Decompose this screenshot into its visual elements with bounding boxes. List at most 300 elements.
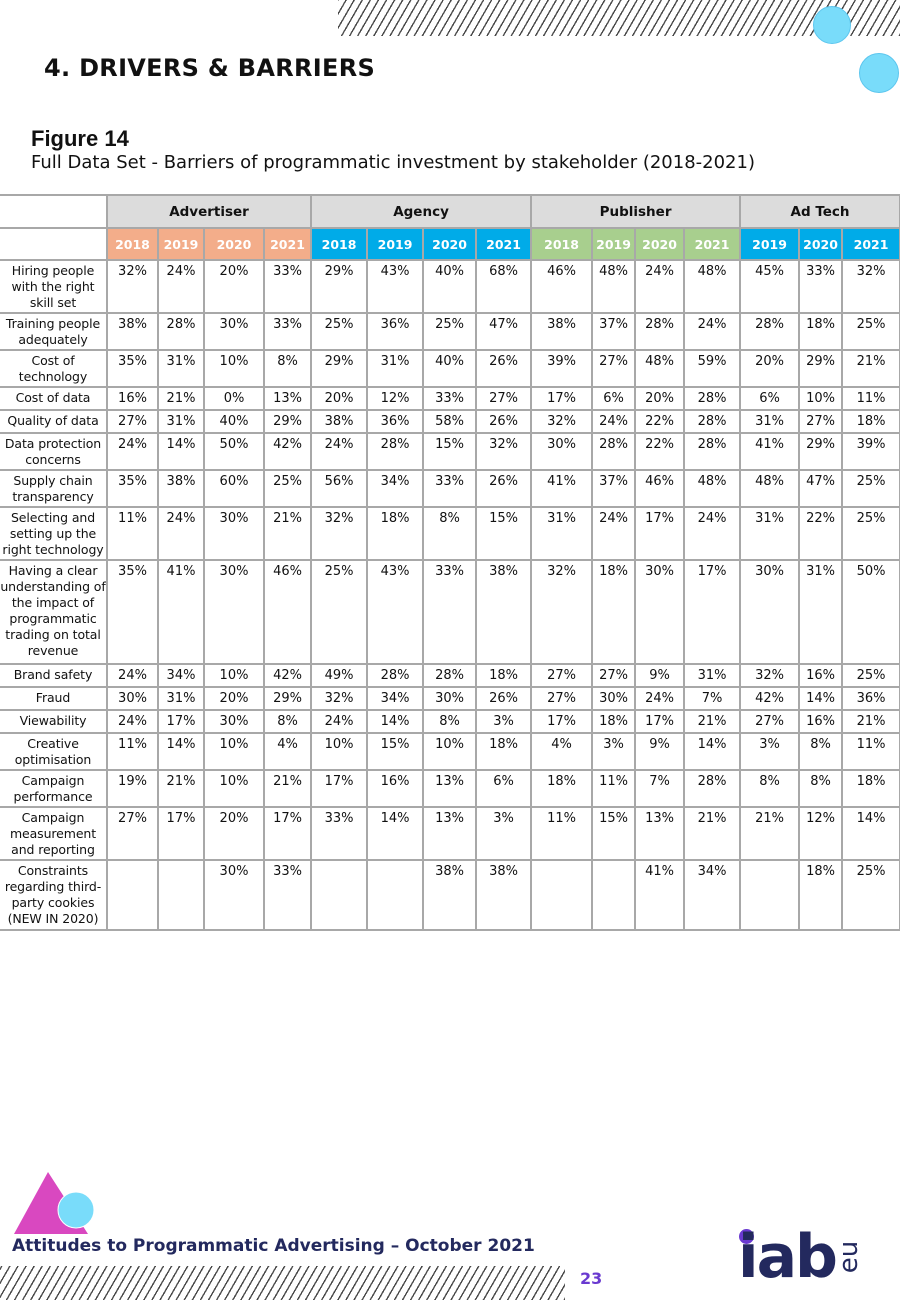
- value-cell: 36%: [367, 313, 423, 350]
- value-cell: 32%: [531, 410, 592, 433]
- value-cell: 28%: [367, 433, 423, 470]
- value-cell: 19%: [107, 770, 158, 807]
- value-cell: 21%: [264, 770, 311, 807]
- value-cell: 24%: [684, 507, 740, 560]
- value-cell: 10%: [204, 770, 264, 807]
- table-row: [0, 733, 900, 770]
- value-cell: 18%: [592, 560, 635, 664]
- year-header: 2020: [799, 228, 842, 260]
- value-cell: 21%: [158, 387, 204, 410]
- value-cell: 34%: [367, 470, 423, 507]
- row-label: Data protection concerns: [0, 433, 107, 470]
- value-cell: 31%: [740, 507, 799, 560]
- value-cell: 25%: [842, 470, 900, 507]
- value-cell: 21%: [842, 350, 900, 387]
- value-cell: 8%: [264, 350, 311, 387]
- value-cell: 28%: [684, 410, 740, 433]
- value-cell: 6%: [476, 770, 531, 807]
- value-cell: 33%: [264, 860, 311, 930]
- value-cell: 6%: [740, 387, 799, 410]
- value-cell: 24%: [635, 687, 684, 710]
- table-row: [0, 507, 900, 560]
- value-cell: 31%: [367, 350, 423, 387]
- row-label: Cost of technology: [0, 350, 107, 387]
- value-cell: 7%: [635, 770, 684, 807]
- value-cell: 42%: [740, 687, 799, 710]
- value-cell: 48%: [684, 470, 740, 507]
- value-cell: 17%: [311, 770, 367, 807]
- value-cell: 27%: [592, 350, 635, 387]
- value-cell: 18%: [531, 770, 592, 807]
- value-cell: 13%: [264, 387, 311, 410]
- value-cell: 28%: [423, 664, 476, 687]
- table-row: [0, 710, 900, 733]
- value-cell: 38%: [158, 470, 204, 507]
- value-cell: 25%: [842, 313, 900, 350]
- table-row: [0, 687, 900, 710]
- value-cell: 25%: [842, 507, 900, 560]
- value-cell: 17%: [531, 387, 592, 410]
- value-cell: 60%: [204, 470, 264, 507]
- table-row: [0, 410, 900, 433]
- value-cell: 28%: [635, 313, 684, 350]
- logo-text: iab: [738, 1222, 837, 1292]
- value-cell: 22%: [635, 410, 684, 433]
- value-cell: 18%: [799, 313, 842, 350]
- value-cell: 26%: [476, 470, 531, 507]
- value-cell: 30%: [740, 560, 799, 664]
- value-cell: 25%: [311, 560, 367, 664]
- row-label: Constraints regarding third-party cookies (NEW IN 2020): [0, 860, 107, 930]
- value-cell: 18%: [842, 410, 900, 433]
- value-cell: 33%: [423, 470, 476, 507]
- value-cell: 34%: [684, 860, 740, 930]
- value-cell: 39%: [531, 350, 592, 387]
- year-header: 2020: [204, 228, 264, 260]
- year-header: 2020: [635, 228, 684, 260]
- value-cell: 38%: [476, 560, 531, 664]
- value-cell: 24%: [107, 710, 158, 733]
- year-header: 2019: [367, 228, 423, 260]
- value-cell: 14%: [799, 687, 842, 710]
- value-cell: 28%: [684, 770, 740, 807]
- value-cell: 27%: [799, 410, 842, 433]
- value-cell: 31%: [531, 507, 592, 560]
- value-cell: 30%: [592, 687, 635, 710]
- section-title: 4. DRIVERS & BARRIERS: [44, 54, 376, 82]
- value-cell: 8%: [740, 770, 799, 807]
- value-cell: 32%: [311, 687, 367, 710]
- value-cell: 34%: [158, 664, 204, 687]
- value-cell: 31%: [799, 560, 842, 664]
- value-cell: 4%: [264, 733, 311, 770]
- value-cell: 16%: [107, 387, 158, 410]
- value-cell: [107, 860, 158, 930]
- value-cell: 32%: [531, 560, 592, 664]
- table-row: [0, 313, 900, 350]
- value-cell: 21%: [264, 507, 311, 560]
- value-cell: 10%: [204, 664, 264, 687]
- figure-caption: Full Data Set - Barriers of programmatic investment by stakeholder (2018-2021): [31, 152, 755, 173]
- value-cell: 27%: [476, 387, 531, 410]
- value-cell: 33%: [799, 260, 842, 313]
- value-cell: 38%: [531, 313, 592, 350]
- value-cell: 41%: [158, 560, 204, 664]
- value-cell: 21%: [842, 710, 900, 733]
- value-cell: 30%: [635, 560, 684, 664]
- table-row: [0, 664, 900, 687]
- value-cell: 43%: [367, 560, 423, 664]
- year-header: 2021: [264, 228, 311, 260]
- value-cell: 30%: [204, 507, 264, 560]
- value-cell: 45%: [740, 260, 799, 313]
- value-cell: 26%: [476, 410, 531, 433]
- value-cell: 20%: [740, 350, 799, 387]
- value-cell: 31%: [158, 350, 204, 387]
- group-header-row: [0, 195, 900, 228]
- value-cell: 41%: [531, 470, 592, 507]
- value-cell: 0%: [204, 387, 264, 410]
- value-cell: 47%: [799, 470, 842, 507]
- value-cell: 46%: [635, 470, 684, 507]
- value-cell: 38%: [476, 860, 531, 930]
- value-cell: 30%: [423, 687, 476, 710]
- value-cell: 24%: [107, 664, 158, 687]
- value-cell: 12%: [799, 807, 842, 860]
- value-cell: 10%: [204, 350, 264, 387]
- value-cell: 25%: [842, 664, 900, 687]
- value-cell: 21%: [684, 710, 740, 733]
- table-body: [0, 260, 900, 930]
- value-cell: 28%: [367, 664, 423, 687]
- value-cell: 27%: [531, 664, 592, 687]
- table-row: [0, 387, 900, 410]
- value-cell: 27%: [107, 807, 158, 860]
- value-cell: [592, 860, 635, 930]
- value-cell: 10%: [204, 733, 264, 770]
- row-label: Selecting and setting up the right technology: [0, 507, 107, 560]
- group-header-publisher: Publisher: [531, 195, 740, 228]
- value-cell: 40%: [423, 260, 476, 313]
- group-header-agency: Agency: [311, 195, 531, 228]
- value-cell: 26%: [476, 350, 531, 387]
- value-cell: 14%: [367, 807, 423, 860]
- value-cell: 9%: [635, 664, 684, 687]
- header-blank-cell: [0, 228, 107, 260]
- value-cell: 20%: [204, 260, 264, 313]
- value-cell: 8%: [264, 710, 311, 733]
- group-header-advertiser: Advertiser: [107, 195, 311, 228]
- value-cell: 13%: [635, 807, 684, 860]
- table-row: [0, 260, 900, 313]
- value-cell: 20%: [311, 387, 367, 410]
- value-cell: 32%: [740, 664, 799, 687]
- value-cell: 14%: [367, 710, 423, 733]
- decorative-circle: [859, 53, 899, 93]
- barriers-table: [0, 194, 900, 931]
- value-cell: 8%: [799, 770, 842, 807]
- value-cell: 26%: [476, 687, 531, 710]
- value-cell: 4%: [531, 733, 592, 770]
- value-cell: 28%: [684, 387, 740, 410]
- figure-label: Figure 14: [31, 126, 129, 151]
- value-cell: [158, 860, 204, 930]
- value-cell: 42%: [264, 433, 311, 470]
- value-cell: 28%: [684, 433, 740, 470]
- year-header-row: [0, 228, 900, 260]
- value-cell: 8%: [799, 733, 842, 770]
- row-label: Campaign performance: [0, 770, 107, 807]
- value-cell: 50%: [204, 433, 264, 470]
- value-cell: 49%: [311, 664, 367, 687]
- row-label: Campaign measurement and reporting: [0, 807, 107, 860]
- value-cell: 38%: [107, 313, 158, 350]
- value-cell: 18%: [367, 507, 423, 560]
- value-cell: 41%: [635, 860, 684, 930]
- value-cell: 33%: [264, 313, 311, 350]
- value-cell: 33%: [311, 807, 367, 860]
- year-header: 2020: [423, 228, 476, 260]
- value-cell: 15%: [423, 433, 476, 470]
- group-header-adtech: Ad Tech: [740, 195, 900, 228]
- value-cell: 31%: [684, 664, 740, 687]
- value-cell: 30%: [204, 313, 264, 350]
- row-label: Having a clear understanding of the impact of programmatic trading on total revenue: [0, 560, 107, 664]
- value-cell: 33%: [264, 260, 311, 313]
- value-cell: 34%: [367, 687, 423, 710]
- value-cell: 29%: [799, 350, 842, 387]
- value-cell: 27%: [531, 687, 592, 710]
- value-cell: [740, 860, 799, 930]
- table-row: [0, 350, 900, 387]
- page-number: 23: [580, 1269, 603, 1288]
- value-cell: 38%: [423, 860, 476, 930]
- value-cell: 33%: [423, 560, 476, 664]
- value-cell: [531, 860, 592, 930]
- value-cell: 10%: [311, 733, 367, 770]
- bottom-hatch-decoration: [0, 1266, 565, 1300]
- value-cell: 30%: [204, 560, 264, 664]
- value-cell: 11%: [531, 807, 592, 860]
- row-label: Hiring people with the right skill set: [0, 260, 107, 313]
- value-cell: 20%: [204, 687, 264, 710]
- value-cell: 22%: [635, 433, 684, 470]
- value-cell: [311, 860, 367, 930]
- value-cell: 42%: [264, 664, 311, 687]
- value-cell: 28%: [740, 313, 799, 350]
- value-cell: 17%: [635, 507, 684, 560]
- value-cell: 18%: [842, 770, 900, 807]
- value-cell: 40%: [204, 410, 264, 433]
- year-header: 2018: [107, 228, 158, 260]
- value-cell: 27%: [740, 710, 799, 733]
- row-label: Brand safety: [0, 664, 107, 687]
- year-header: 2019: [592, 228, 635, 260]
- table-row: [0, 860, 900, 930]
- value-cell: 3%: [476, 807, 531, 860]
- row-label: Viewability: [0, 710, 107, 733]
- value-cell: [367, 860, 423, 930]
- value-cell: 13%: [423, 807, 476, 860]
- value-cell: 24%: [311, 710, 367, 733]
- table-row: [0, 807, 900, 860]
- decorative-circle: [813, 6, 851, 44]
- value-cell: 24%: [311, 433, 367, 470]
- table-row: [0, 433, 900, 470]
- value-cell: 58%: [423, 410, 476, 433]
- year-header: 2021: [842, 228, 900, 260]
- value-cell: 32%: [107, 260, 158, 313]
- value-cell: 14%: [158, 733, 204, 770]
- value-cell: 24%: [107, 433, 158, 470]
- value-cell: 17%: [158, 807, 204, 860]
- value-cell: 30%: [531, 433, 592, 470]
- header-blank-cell: [0, 195, 107, 228]
- row-label: Training people adequately: [0, 313, 107, 350]
- value-cell: 14%: [158, 433, 204, 470]
- value-cell: 24%: [635, 260, 684, 313]
- value-cell: 15%: [592, 807, 635, 860]
- value-cell: 32%: [476, 433, 531, 470]
- value-cell: 25%: [311, 313, 367, 350]
- year-header: 2021: [684, 228, 740, 260]
- value-cell: 13%: [423, 770, 476, 807]
- value-cell: 31%: [740, 410, 799, 433]
- row-label: Creative optimisation: [0, 733, 107, 770]
- value-cell: 15%: [367, 733, 423, 770]
- value-cell: 24%: [684, 313, 740, 350]
- value-cell: 20%: [204, 807, 264, 860]
- year-header: 2019: [740, 228, 799, 260]
- value-cell: 24%: [592, 507, 635, 560]
- table-row: [0, 470, 900, 507]
- value-cell: 29%: [264, 687, 311, 710]
- value-cell: 24%: [158, 507, 204, 560]
- value-cell: 11%: [107, 507, 158, 560]
- value-cell: 36%: [842, 687, 900, 710]
- value-cell: 11%: [842, 387, 900, 410]
- value-cell: 29%: [799, 433, 842, 470]
- value-cell: 68%: [476, 260, 531, 313]
- value-cell: 35%: [107, 470, 158, 507]
- value-cell: 59%: [684, 350, 740, 387]
- triangle-decoration: [12, 1170, 102, 1238]
- value-cell: 33%: [423, 387, 476, 410]
- value-cell: 27%: [107, 410, 158, 433]
- year-header: 2018: [311, 228, 367, 260]
- value-cell: 17%: [158, 710, 204, 733]
- value-cell: 48%: [684, 260, 740, 313]
- value-cell: 30%: [204, 710, 264, 733]
- value-cell: 11%: [592, 770, 635, 807]
- value-cell: 22%: [799, 507, 842, 560]
- value-cell: 48%: [740, 470, 799, 507]
- value-cell: 36%: [367, 410, 423, 433]
- value-cell: 3%: [740, 733, 799, 770]
- value-cell: 18%: [799, 860, 842, 930]
- value-cell: 21%: [740, 807, 799, 860]
- value-cell: 31%: [158, 410, 204, 433]
- row-label: Fraud: [0, 687, 107, 710]
- value-cell: 28%: [592, 433, 635, 470]
- value-cell: 17%: [684, 560, 740, 664]
- value-cell: 41%: [740, 433, 799, 470]
- value-cell: 50%: [842, 560, 900, 664]
- year-header: 2019: [158, 228, 204, 260]
- value-cell: 47%: [476, 313, 531, 350]
- value-cell: 15%: [476, 507, 531, 560]
- value-cell: 46%: [264, 560, 311, 664]
- row-label: Quality of data: [0, 410, 107, 433]
- value-cell: 25%: [423, 313, 476, 350]
- value-cell: 56%: [311, 470, 367, 507]
- footer-report-title: Attitudes to Programmatic Advertising – October 2021: [12, 1236, 535, 1256]
- value-cell: 30%: [107, 687, 158, 710]
- value-cell: 6%: [592, 387, 635, 410]
- value-cell: 11%: [842, 733, 900, 770]
- value-cell: 17%: [531, 710, 592, 733]
- value-cell: 43%: [367, 260, 423, 313]
- value-cell: 16%: [367, 770, 423, 807]
- value-cell: 17%: [635, 710, 684, 733]
- value-cell: 10%: [799, 387, 842, 410]
- value-cell: 21%: [684, 807, 740, 860]
- value-cell: 16%: [799, 664, 842, 687]
- value-cell: 3%: [476, 710, 531, 733]
- value-cell: 29%: [264, 410, 311, 433]
- value-cell: 27%: [592, 664, 635, 687]
- value-cell: 17%: [264, 807, 311, 860]
- value-cell: 29%: [311, 260, 367, 313]
- value-cell: 18%: [476, 733, 531, 770]
- value-cell: 18%: [592, 710, 635, 733]
- value-cell: 29%: [311, 350, 367, 387]
- value-cell: 8%: [423, 710, 476, 733]
- year-header: 2018: [531, 228, 592, 260]
- value-cell: 20%: [635, 387, 684, 410]
- value-cell: 48%: [592, 260, 635, 313]
- value-cell: 16%: [799, 710, 842, 733]
- value-cell: 7%: [684, 687, 740, 710]
- value-cell: 11%: [107, 733, 158, 770]
- value-cell: 35%: [107, 560, 158, 664]
- logo-suffix: eu: [834, 1240, 865, 1274]
- value-cell: 24%: [592, 410, 635, 433]
- value-cell: 3%: [592, 733, 635, 770]
- value-cell: 37%: [592, 313, 635, 350]
- iab-europe-logo: [738, 1222, 868, 1292]
- value-cell: 32%: [311, 507, 367, 560]
- value-cell: 48%: [635, 350, 684, 387]
- value-cell: 37%: [592, 470, 635, 507]
- value-cell: 46%: [531, 260, 592, 313]
- value-cell: 35%: [107, 350, 158, 387]
- value-cell: 8%: [423, 507, 476, 560]
- value-cell: 30%: [204, 860, 264, 930]
- value-cell: 21%: [158, 770, 204, 807]
- value-cell: 24%: [158, 260, 204, 313]
- value-cell: 14%: [684, 733, 740, 770]
- value-cell: 9%: [635, 733, 684, 770]
- table-row: [0, 560, 900, 664]
- row-label: Supply chain transparency: [0, 470, 107, 507]
- value-cell: 10%: [423, 733, 476, 770]
- value-cell: 25%: [264, 470, 311, 507]
- table-row: [0, 770, 900, 807]
- value-cell: 40%: [423, 350, 476, 387]
- year-header: 2021: [476, 228, 531, 260]
- value-cell: 32%: [842, 260, 900, 313]
